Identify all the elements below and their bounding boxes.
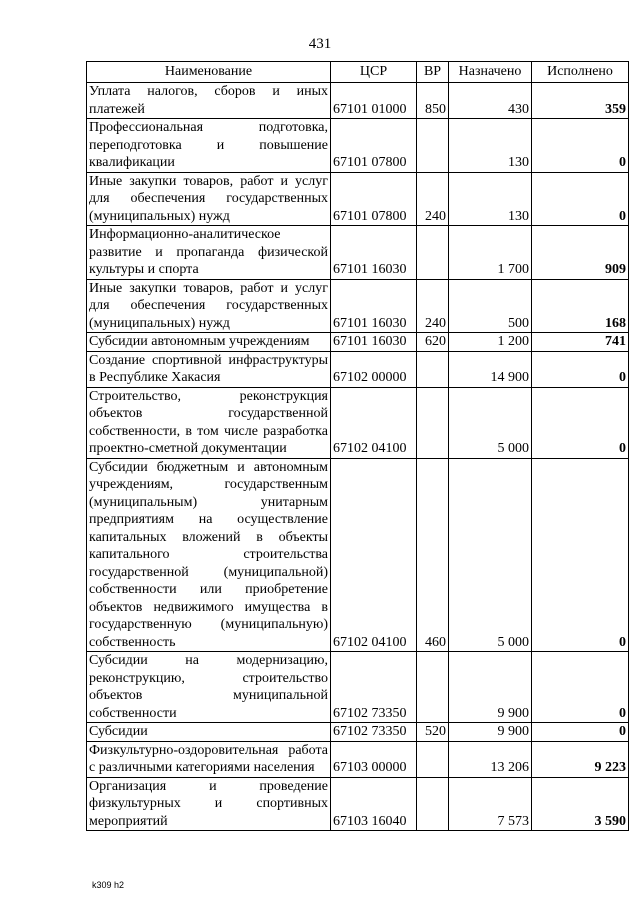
table-row	[87, 351, 629, 387]
executed-cell: 0	[532, 351, 629, 387]
executed-cell: 0	[532, 652, 629, 723]
header-vr: ВР	[417, 62, 449, 83]
assigned-cell: 9 900	[449, 652, 532, 723]
csr-cell: 67101 16030	[331, 279, 417, 333]
csr-cell: 67102 04100	[331, 387, 417, 458]
table-header-row	[87, 62, 629, 83]
name-cell: Профессиональная подготовка, переподготовка и повышение квалификации	[87, 119, 331, 173]
table-row	[87, 333, 629, 352]
vr-cell	[417, 741, 449, 777]
name-cell: Субсидии	[87, 723, 331, 742]
name-cell: Физкультурно-оздоровительная работа с различными категориями населения	[87, 741, 331, 777]
csr-cell: 67101 16030	[331, 226, 417, 280]
assigned-cell: 13 206	[449, 741, 532, 777]
csr-cell: 67103 00000	[331, 741, 417, 777]
vr-cell	[417, 226, 449, 280]
vr-cell	[417, 351, 449, 387]
budget-table	[86, 61, 629, 831]
table-row	[87, 119, 629, 173]
executed-cell: 0	[532, 119, 629, 173]
executed-cell: 359	[532, 83, 629, 119]
vr-cell: 520	[417, 723, 449, 742]
table-row	[87, 226, 629, 280]
csr-cell: 67102 00000	[331, 351, 417, 387]
executed-cell: 0	[532, 172, 629, 226]
header-name: Наименование	[87, 62, 331, 83]
name-cell: Субсидии на модернизацию, реконструкцию, строительство объектов муниципальной собственности	[87, 652, 331, 723]
name-cell: Субсидии бюджетным и автономным учреждениям, государственным (муниципальным) унитарным предприятиям на осуществление капитальных вложений в объекты капитального строительства государственной (муниципальной) собственности или приобретение объектов недвижимого имущества в государственную (муниципальную) собственность	[87, 458, 331, 652]
table-row	[87, 652, 629, 723]
name-cell: Организация и проведение физкультурных и спортивных мероприятий	[87, 777, 331, 831]
assigned-cell: 130	[449, 119, 532, 173]
executed-cell: 0	[532, 723, 629, 742]
name-cell: Создание спортивной инфраструктуры в Республике Хакасия	[87, 351, 331, 387]
name-cell: Уплата налогов, сборов и иных платежей	[87, 83, 331, 119]
name-cell: Субсидии автономным учреждениям	[87, 333, 331, 352]
csr-cell: 67102 73350	[331, 652, 417, 723]
page-number: 431	[308, 36, 332, 52]
assigned-cell: 7 573	[449, 777, 532, 831]
vr-cell: 240	[417, 172, 449, 226]
csr-cell: 67101 01000	[331, 83, 417, 119]
csr-cell: 67101 16030	[331, 333, 417, 352]
csr-cell: 67103 16040	[331, 777, 417, 831]
header-csr: ЦСР	[331, 62, 417, 83]
table-row	[87, 387, 629, 458]
vr-cell	[417, 387, 449, 458]
assigned-cell: 9 900	[449, 723, 532, 742]
vr-cell: 850	[417, 83, 449, 119]
assigned-cell: 5 000	[449, 458, 532, 652]
table-row	[87, 458, 629, 652]
executed-cell: 168	[532, 279, 629, 333]
assigned-cell: 1 200	[449, 333, 532, 352]
footer-mark: k309 h2	[92, 880, 125, 890]
vr-cell: 460	[417, 458, 449, 652]
assigned-cell: 1 700	[449, 226, 532, 280]
vr-cell: 620	[417, 333, 449, 352]
executed-cell: 0	[532, 458, 629, 652]
name-cell: Иные закупки товаров, работ и услуг для обеспечения государственных (муниципальных) нужд	[87, 279, 331, 333]
vr-cell	[417, 119, 449, 173]
table-row	[87, 172, 629, 226]
vr-cell: 240	[417, 279, 449, 333]
csr-cell: 67102 04100	[331, 458, 417, 652]
csr-cell: 67101 07800	[331, 172, 417, 226]
assigned-cell: 14 900	[449, 351, 532, 387]
executed-cell: 3 590	[532, 777, 629, 831]
vr-cell	[417, 777, 449, 831]
assigned-cell: 500	[449, 279, 532, 333]
executed-cell: 909	[532, 226, 629, 280]
csr-cell: 67101 07800	[331, 119, 417, 173]
vr-cell	[417, 652, 449, 723]
name-cell: Иные закупки товаров, работ и услуг для обеспечения государственных (муниципальных) нужд	[87, 172, 331, 226]
assigned-cell: 5 000	[449, 387, 532, 458]
header-executed: Исполнено	[532, 62, 629, 83]
table-row	[87, 279, 629, 333]
name-cell: Строительство, реконструкция объектов государственной собственности, в том числе разработка проектно-сметной документации	[87, 387, 331, 458]
table-row	[87, 723, 629, 742]
table-row	[87, 741, 629, 777]
assigned-cell: 430	[449, 83, 532, 119]
executed-cell: 9 223	[532, 741, 629, 777]
assigned-cell: 130	[449, 172, 532, 226]
header-assigned: Назначено	[449, 62, 532, 83]
name-cell: Информационно-аналитическое развитие и пропаганда физической культуры и спорта	[87, 226, 331, 280]
csr-cell: 67102 73350	[331, 723, 417, 742]
executed-cell: 0	[532, 387, 629, 458]
table-row	[87, 83, 629, 119]
table-row	[87, 777, 629, 831]
executed-cell: 741	[532, 333, 629, 352]
